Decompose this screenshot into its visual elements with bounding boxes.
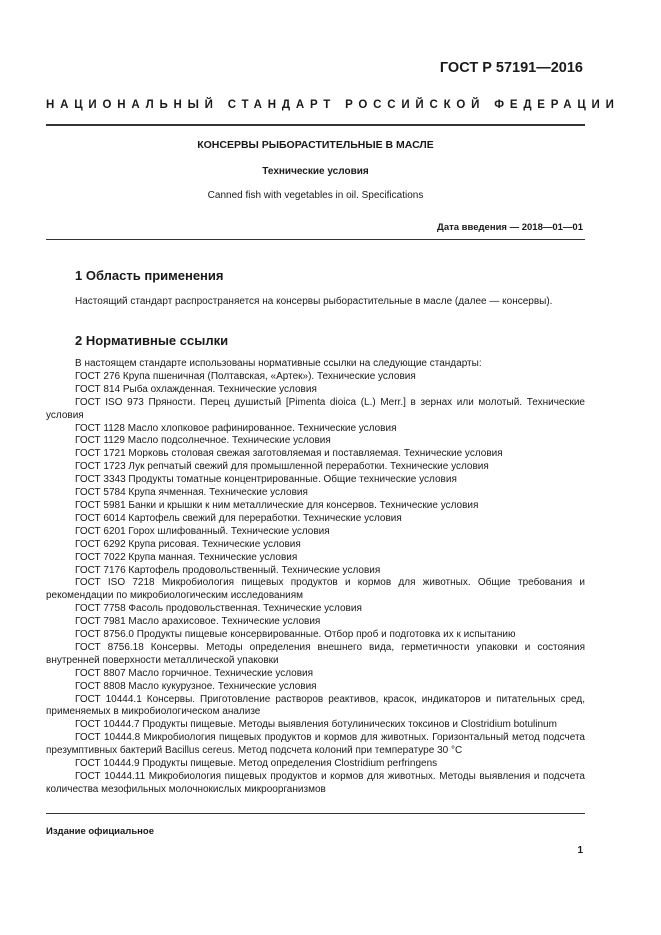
reference-item: ГОСТ 8807 Масло горчичное. Технические условия: [75, 667, 314, 679]
reference-item: ГОСТ 1721 Морковь столовая свежая заготовляемая и поставляемая. Технические условия: [75, 448, 503, 460]
official-edition-label: Издание официальное: [46, 826, 154, 837]
reference-item: ГОСТ ISO 7218 Микробиология пищевых продуктов и кормов для животных. Общие требования и рекомендации по микробиологическим исследованиям: [46, 577, 585, 602]
section-1-text: Настоящий стандарт распространяется на консервы рыборастительные в масле (далее — консервы).: [75, 296, 553, 307]
document-subtitle: Технические условия: [262, 166, 369, 177]
standard-number: ГОСТ Р 57191—2016: [439, 60, 583, 76]
footer-divider: [46, 813, 585, 814]
reference-item: ГОСТ 1128 Масло хлопковое рафинированное. Технические условия: [75, 422, 397, 434]
reference-item: ГОСТ 7758 Фасоль продовольственная. Технические условия: [75, 603, 362, 615]
page-number: 1: [577, 845, 583, 856]
reference-item: ГОСТ 814 Рыба охлажденная. Технические условия: [75, 383, 317, 395]
section-1-heading: 1 Область применения: [75, 268, 224, 283]
reference-item: ГОСТ 3343 Продукты томатные концентрированные. Общие технические условия: [75, 474, 457, 486]
reference-item: ГОСТ 7981 Масло арахисовое. Технические условия: [75, 616, 321, 628]
document-title: КОНСЕРВЫ РЫБОРАСТИТЕЛЬНЫЕ В МАСЛЕ: [197, 139, 434, 151]
introduction-date: Дата введения — 2018—01—01: [437, 222, 583, 233]
reference-item: ГОСТ 5981 Банки и крышки к ним металлические для консервов. Технические условия: [75, 499, 479, 511]
reference-item: ГОСТ 8808 Масло кукурузное. Технические условия: [75, 680, 317, 692]
reference-item: ГОСТ 6201 Горох шлифованный. Технические условия: [75, 525, 330, 537]
title-divider: [46, 239, 585, 240]
section-2-heading: 2 Нормативные ссылки: [75, 333, 229, 348]
reference-item: ГОСТ 7176 Картофель продовольственный. Технические условия: [75, 564, 381, 576]
reference-item: ГОСТ 10444.1 Консервы. Приготовление растворов реактивов, красок, индикаторов и питательных сред, применяемых в микробиологическом анализе: [46, 693, 585, 718]
reference-item: ГОСТ 10444.7 Продукты пищевые. Методы выявления ботулинических токсинов и Clostridium botulinum: [75, 719, 557, 731]
reference-item: ГОСТ 1723 Лук репчатый свежий для промышленной переработки. Технические условия: [75, 461, 489, 473]
references-intro: В настоящем стандарте использованы нормативные ссылки на следующие стандарты:: [75, 358, 482, 369]
reference-item: ГОСТ 5784 Крупа ячменная. Технические условия: [75, 487, 308, 499]
header-divider: [46, 124, 585, 126]
reference-item: ГОСТ 276 Крупа пшеничная (Полтавская, «Артек»). Технические условия: [75, 370, 416, 382]
reference-item: ГОСТ 6014 Картофель свежий для переработки. Технические условия: [75, 512, 402, 524]
reference-item: ГОСТ 10444.8 Микробиология пищевых продуктов и кормов для животных. Горизонтальный метод подсчета презумптивных бактерий Bacillus cereus. Метод подсчета колоний при температуре 30 °С: [46, 732, 585, 757]
english-title: Canned fish with vegetables in oil. Specifications: [207, 190, 424, 201]
reference-item: ГОСТ 8756.18 Консервы. Методы определения внешнего вида, герметичности упаковки и состояния внутренней поверхности металлической упаковки: [46, 641, 585, 666]
reference-item: ГОСТ 1129 Масло подсолнечное. Технические условия: [75, 435, 331, 447]
reference-item: ГОСТ 6292 Крупа рисовая. Технические условия: [75, 538, 301, 550]
reference-item: ГОСТ 8756.0 Продукты пищевые консервированные. Отбор проб и подготовка их к испытанию: [75, 629, 516, 641]
references-list: [46, 358, 585, 797]
reference-item: ГОСТ 7022 Крупа манная. Технические условия: [75, 551, 298, 563]
national-standard-heading: НАЦИОНАЛЬНЫЙ СТАНДАРТ РОССИЙСКОЙ ФЕДЕРАЦИИ: [46, 99, 620, 111]
reference-item: ГОСТ 10444.9 Продукты пищевые. Метод определения Clostridium perfringens: [75, 758, 438, 770]
reference-item: ГОСТ ISO 973 Пряности. Перец душистый [Pimenta dioica (L.) Merr.] в зернах или молотый. Технические условия: [46, 396, 585, 421]
reference-item: ГОСТ 10444.11 Микробиология пищевых продуктов и кормов для животных. Методы выявления и подсчета количества мезофильных молочнокислых микроорганизмов: [46, 771, 585, 795]
